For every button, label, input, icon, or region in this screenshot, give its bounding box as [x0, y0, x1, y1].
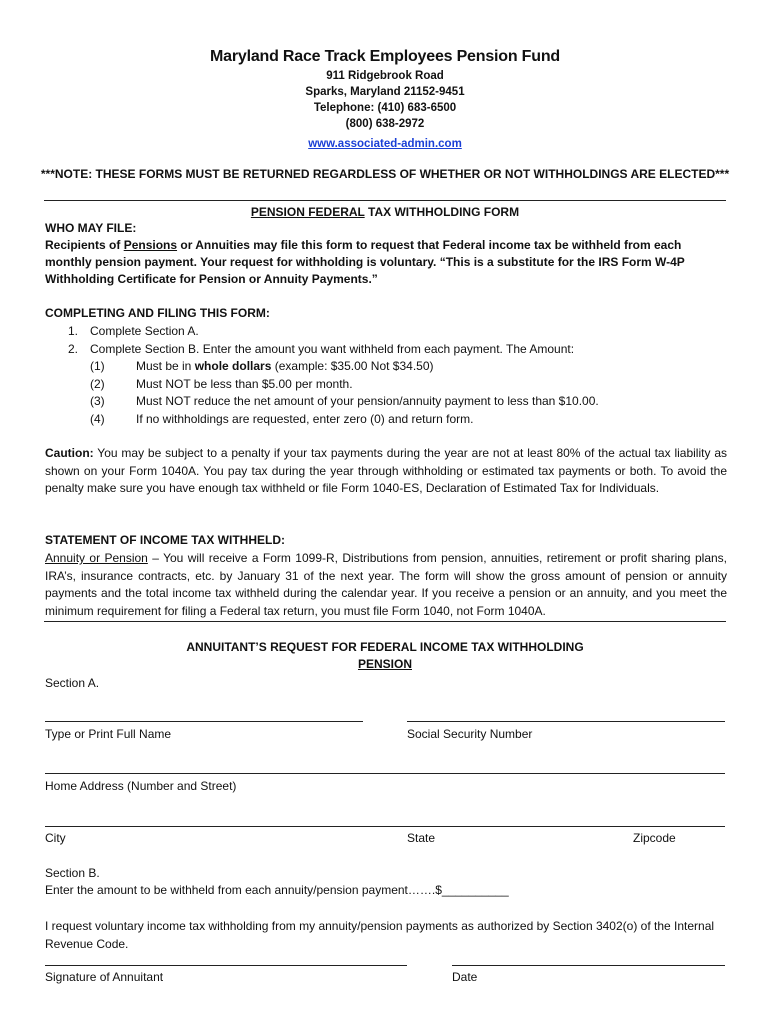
rule-2-text: Must NOT be less than $5.00 per month. — [136, 377, 353, 391]
signature-field[interactable] — [45, 965, 407, 966]
withholding-amount-field[interactable]: Enter the amount to be withheld from each annuity/pension payment…….$__________ — [45, 883, 509, 897]
city-label: City — [45, 831, 66, 845]
divider-bottom — [44, 621, 726, 622]
website-link[interactable]: www.associated-admin.com — [308, 138, 462, 150]
divider-top — [44, 200, 726, 201]
who-may-file-line-2: monthly pension payment. Your request for withholding is voluntary. “This is a substitute for the IRS Form W-4P — [45, 255, 685, 269]
caution-label: Caution: — [45, 446, 94, 460]
return-note: ***NOTE: THESE FORMS MUST BE RETURNED REGARDLESS OF WHETHER OR NOT WITHHOLDINGS ARE ELECTED*** — [40, 167, 730, 181]
rule-4-number: (4) — [90, 412, 105, 426]
ssn-label: Social Security Number — [407, 727, 533, 741]
rule-3-number: (3) — [90, 394, 105, 408]
full-name-field[interactable] — [45, 721, 363, 722]
caution-paragraph — [45, 445, 727, 498]
statement-text: – You will receive a Form 1099-R, Distributions from pension, annuities, retirement or profit sharing plans, IRA’s, insurance contracts, etc. by January 31 of the next year. The form will show the gross amount of pension or annuity payments and the total income tax withheld during the calendar year. If you receive a pension or an annuity, and you meet the minimum requirement for filing a Federal tax return, you must file Form 1040, not Form 1040A. — [45, 551, 727, 618]
rule-1-text — [136, 358, 434, 376]
city-state-zip-field[interactable] — [45, 826, 725, 827]
who-may-file-line-3: Withholding Certificate for Pension or Annuity Payments.” — [45, 272, 378, 286]
completing-heading: COMPLETING AND FILING THIS FORM: — [45, 306, 270, 320]
step-2-text: Complete Section B. Enter the amount you want withheld from each payment. The Amount: — [90, 342, 575, 356]
form-title-rest: TAX WITHHOLDING FORM — [364, 205, 520, 219]
section-b-label: Section B. — [45, 866, 100, 880]
who-may-file-pensions: Pensions — [123, 238, 178, 252]
full-name-label: Type or Print Full Name — [45, 727, 172, 741]
form-title-underlined: PENSION FEDERAL — [250, 205, 365, 219]
zipcode-label: Zipcode — [633, 831, 676, 845]
signature-label: Signature of Annuitant — [45, 970, 164, 984]
statement-label: Annuity or Pension — [45, 551, 148, 565]
who-may-file-line-1 — [45, 237, 681, 255]
rule-1-number: (1) — [90, 359, 105, 373]
who-may-file-text-b: or Annuities may file this form to request that Federal income tax be withheld from each — [177, 238, 682, 252]
rule-3-text: Must NOT reduce the net amount of your pension/annuity payment to less than $10.00. — [136, 394, 599, 408]
step-1-text: Complete Section A. — [90, 324, 199, 338]
rule-1-text-a: Must be in — [136, 359, 195, 373]
date-label: Date — [452, 970, 478, 984]
rule-1-text-c: (example: $35.00 Not $34.50) — [271, 359, 434, 373]
home-address-field[interactable] — [45, 773, 725, 774]
ssn-field[interactable] — [407, 721, 725, 722]
caution-text: You may be subject to a penalty if your tax payments during the year are not at least 80% of the actual tax liability as shown on your Form 1040A. You pay tax during the year through withholding or estimated tax payments or both. To avoid the penalty make sure you have enough tax withheld or file Form 1040-ES, Declaration of Estimated Tax for Individuals. — [45, 446, 727, 495]
who-may-file-heading: WHO MAY FILE: — [45, 221, 137, 235]
rule-1-whole-dollars: whole dollars — [194, 359, 272, 373]
address-line-2: Sparks, Maryland 21152-9451 — [305, 86, 465, 98]
who-may-file-text-a: Recipients of — [45, 238, 124, 252]
toll-free-phone: (800) 638-2972 — [345, 118, 425, 130]
step-1-number: 1. — [68, 324, 79, 338]
state-label: State — [407, 831, 436, 845]
fund-title: Maryland Race Track Employees Pension Fund — [210, 48, 560, 65]
form-title — [0, 205, 770, 219]
rule-2-number: (2) — [90, 377, 105, 391]
telephone: Telephone: (410) 683-6500 — [313, 102, 457, 114]
section-a-label: Section A. — [45, 676, 100, 690]
rule-4-text: If no withholdings are requested, enter zero (0) and return form. — [136, 412, 474, 426]
step-2-number: 2. — [68, 342, 79, 356]
home-address-label: Home Address (Number and Street) — [45, 779, 237, 793]
authorization-text: I request voluntary income tax withholding from my annuity/pension payments as authorized by Section 3402(o) of the Internal Revenue Code. — [45, 919, 715, 951]
request-subtitle: PENSION — [357, 657, 412, 671]
statement-paragraph — [45, 550, 727, 620]
address-line-1: 911 Ridgebrook Road — [326, 70, 444, 82]
request-title: ANNUITANT’S REQUEST FOR FEDERAL INCOME TAX WITHHOLDING — [186, 640, 584, 654]
statement-heading: STATEMENT OF INCOME TAX WITHHELD: — [45, 533, 285, 547]
date-field[interactable] — [452, 965, 725, 966]
